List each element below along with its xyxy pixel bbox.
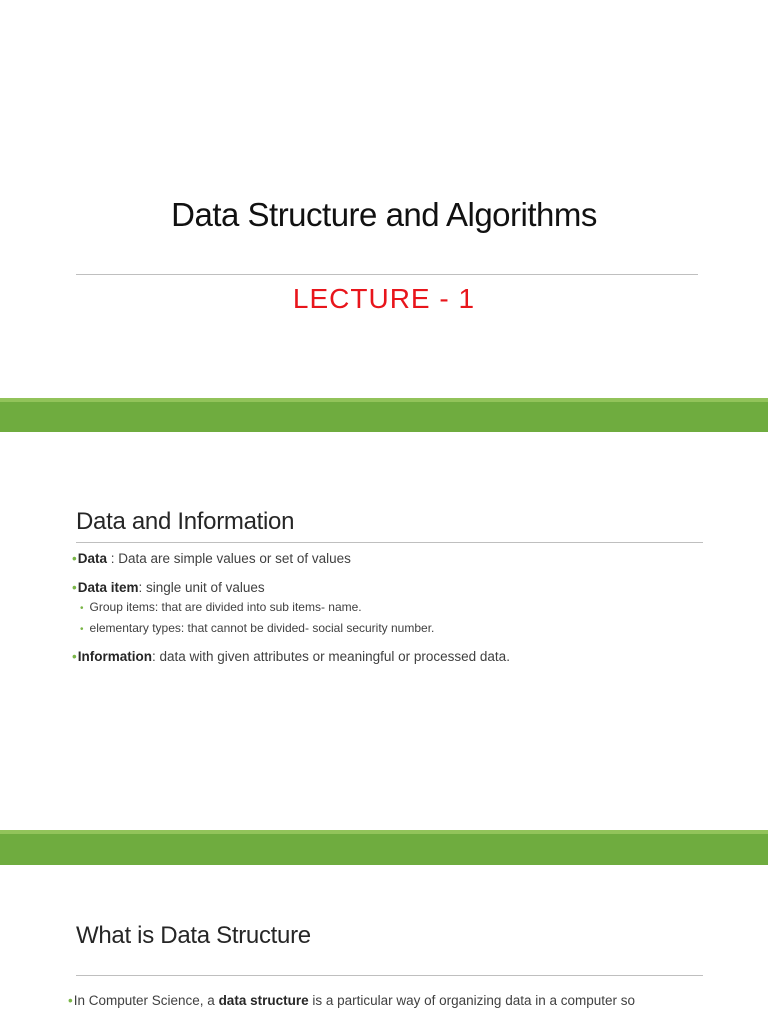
bullet-text: : data with given attributes or meaningful or processed data. [151, 649, 510, 664]
bullet-icon: • [80, 603, 84, 614]
bullet-text-post: is a particular way of organizing data in a computer so [308, 993, 636, 1008]
bullet-text: : single unit of values [138, 580, 265, 595]
bullet-icon: • [72, 649, 77, 664]
bullet-data-item [72, 580, 265, 595]
slide-separator-band [0, 830, 768, 865]
bullet-information [72, 649, 510, 664]
sub-bullet-elementary-types [80, 621, 434, 635]
slide-title: Data Structure and Algorithms [171, 196, 597, 233]
what-is-data-structure-slide [0, 865, 768, 1024]
bullet-data [72, 551, 351, 566]
sub-bullet-text: elementary types: that cannot be divided- social security number. [89, 621, 435, 635]
sub-bullet-group-items [80, 600, 362, 614]
slide-heading: Data and Information [76, 508, 295, 535]
slide-heading: What is Data Structure [76, 922, 311, 949]
bullet-data-structure-definition [68, 993, 635, 1008]
bullet-text-pre: In Computer Science, a [73, 993, 219, 1008]
heading-divider [76, 975, 703, 976]
bullet-term: Data item [77, 580, 139, 595]
bullet-term: Data [77, 551, 107, 566]
bullet-icon: • [72, 580, 77, 595]
title-divider [76, 274, 698, 275]
title-slide [0, 0, 768, 398]
heading-divider [76, 542, 703, 543]
lecture-subtitle: LECTURE - 1 [292, 283, 476, 314]
sub-bullet-text: Group items: that are divided into sub items- name. [89, 600, 362, 614]
bullet-icon: • [72, 551, 77, 566]
bullet-icon: • [68, 993, 73, 1008]
data-information-slide [0, 432, 768, 830]
bullet-text: : Data are simple values or set of values [107, 551, 351, 566]
bullet-term: Information [77, 649, 152, 664]
separator-dark-stripe [0, 402, 768, 432]
separator-dark-stripe [0, 834, 768, 865]
bullet-term: data structure [218, 993, 309, 1008]
bullet-icon: • [80, 624, 84, 635]
slide-separator-band [0, 398, 768, 432]
